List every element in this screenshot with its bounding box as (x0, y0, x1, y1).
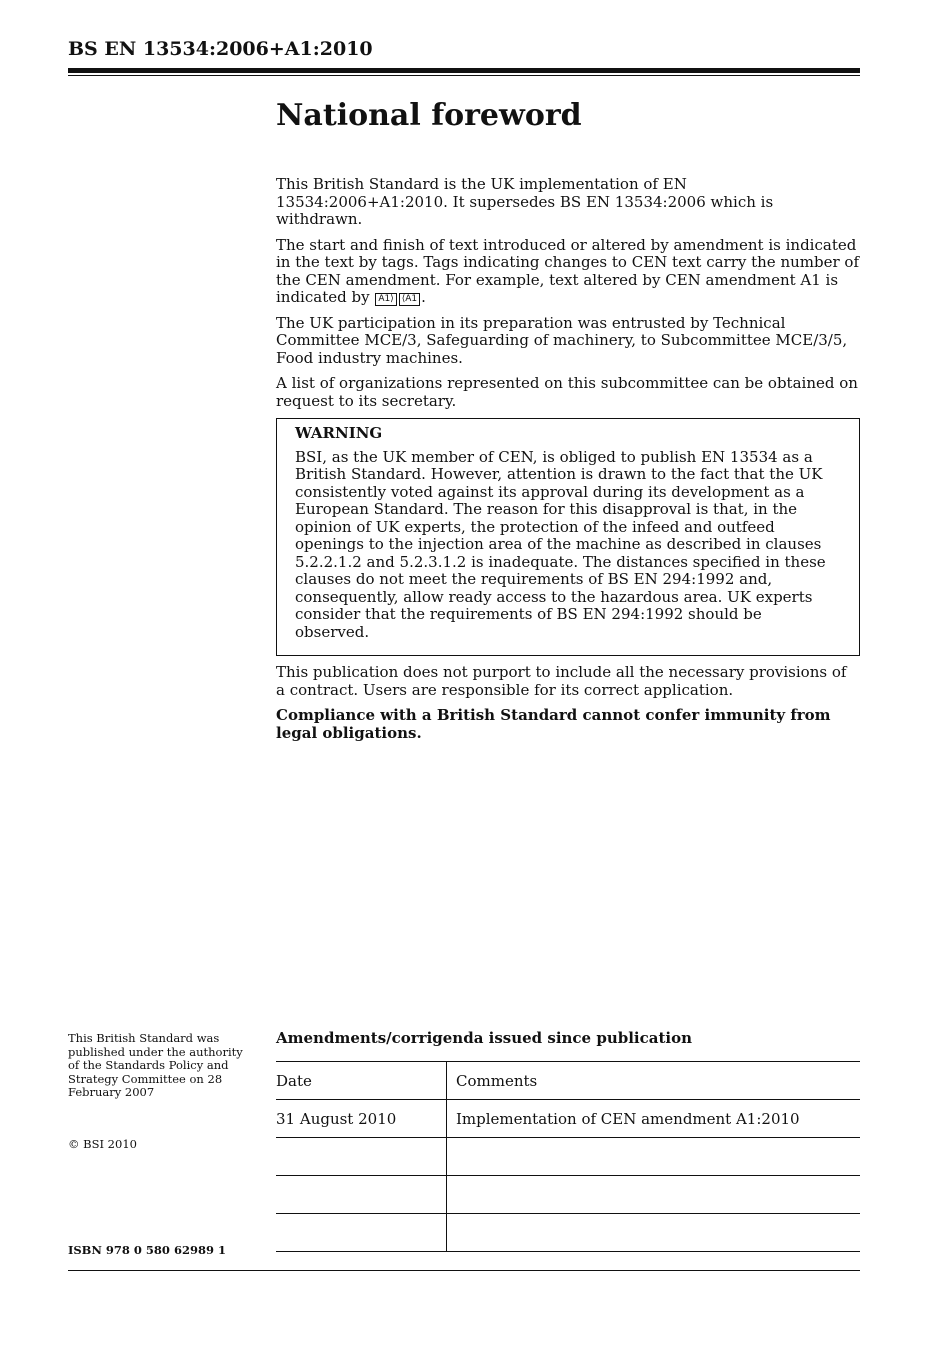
table-row (276, 1214, 860, 1252)
warning-title: WARNING (295, 424, 383, 442)
document-code: BS EN 13534:2006+A1:2010 (68, 38, 373, 60)
header-date: Date (276, 1062, 447, 1100)
paragraph-organizations: A list of organizations represented on this subcommittee can be obtained on request to its secretary. (276, 374, 858, 410)
table-row (276, 1176, 860, 1214)
table-row (276, 1100, 860, 1138)
header-rule-thin (68, 75, 860, 76)
paragraph-committee: The UK participation in its preparation was entrusted by Technical Committee MCE/3, Safeguarding of machinery, to Subcommittee MCE/3/5, Food industry machines. (276, 313, 848, 367)
row-comments: Implementation of CEN amendment A1:2010 (447, 1100, 861, 1138)
paragraph-amendment-tags (276, 237, 860, 307)
row-comments (447, 1138, 861, 1176)
isbn: ISBN 978 0 580 62989 1 (68, 1243, 226, 1257)
amendment-close-tag-icon: ⟨A1 (399, 293, 420, 306)
amendment-open-tag-icon: A1⟩ (375, 293, 396, 306)
paragraph-amendment-tags-text: The start and finish of text introduced or altered by amendment is indicated in the text by tags. Tags indicating changes to CEN text carry the number of the CEN amendment. For example, text altered by CEN amendment A1 is indicated by (276, 235, 860, 306)
warning-box (276, 418, 860, 656)
publication-note: This British Standard was published under the authority of the Standards Policy and Strategy Committee on 28 February 2007 (68, 1031, 243, 1099)
row-date (276, 1138, 447, 1176)
row-comments (447, 1176, 861, 1214)
row-date (276, 1176, 447, 1214)
page-title: National foreword (276, 98, 582, 133)
table-header-row (276, 1062, 860, 1100)
copyright: © BSI 2010 (68, 1137, 137, 1151)
paragraph-end: . (421, 288, 426, 306)
row-date (276, 1214, 447, 1252)
header-rule-thick (68, 68, 860, 73)
table-row (276, 1138, 860, 1176)
paragraph-implementation: This British Standard is the UK implementation of EN 13534:2006+A1:2010. It supersedes BS EN 13534:2006 which is withdrawn. (276, 175, 774, 228)
header-comments: Comments (447, 1062, 861, 1100)
foreword-body (276, 176, 860, 750)
row-date: 31 August 2010 (276, 1100, 447, 1138)
row-comments (447, 1214, 861, 1252)
paragraph-compliance: Compliance with a British Standard cannot confer immunity from legal obligations. (276, 706, 831, 742)
warning-text: BSI, as the UK member of CEN, is obliged to publish EN 13534 as a British Standard. However, attention is drawn to the fact that the UK consistently voted against its approval during its development as a European Standard. The reason for this disapproval is that, in the opinion of UK experts, the protection of the infeed and outfeed openings to the injection area of the machine as described in clauses 5.2.2.1.2 and 5.2.3.1.2 is inadequate. The distances specified in these clauses do not meet the requirements of BS EN 294:1992 and, consequently, allow ready access to the hazardous area. UK experts consider that the requirements of BS EN 294:1992 should be observed. (295, 447, 826, 641)
paragraph-provisions: This publication does not purport to include all the necessary provisions of a contract. Users are responsible for its correct application. (276, 663, 847, 699)
amendments-title: Amendments/corrigenda issued since publication (276, 1029, 692, 1047)
footer-rule (68, 1270, 860, 1271)
amendments-table (276, 1061, 860, 1252)
